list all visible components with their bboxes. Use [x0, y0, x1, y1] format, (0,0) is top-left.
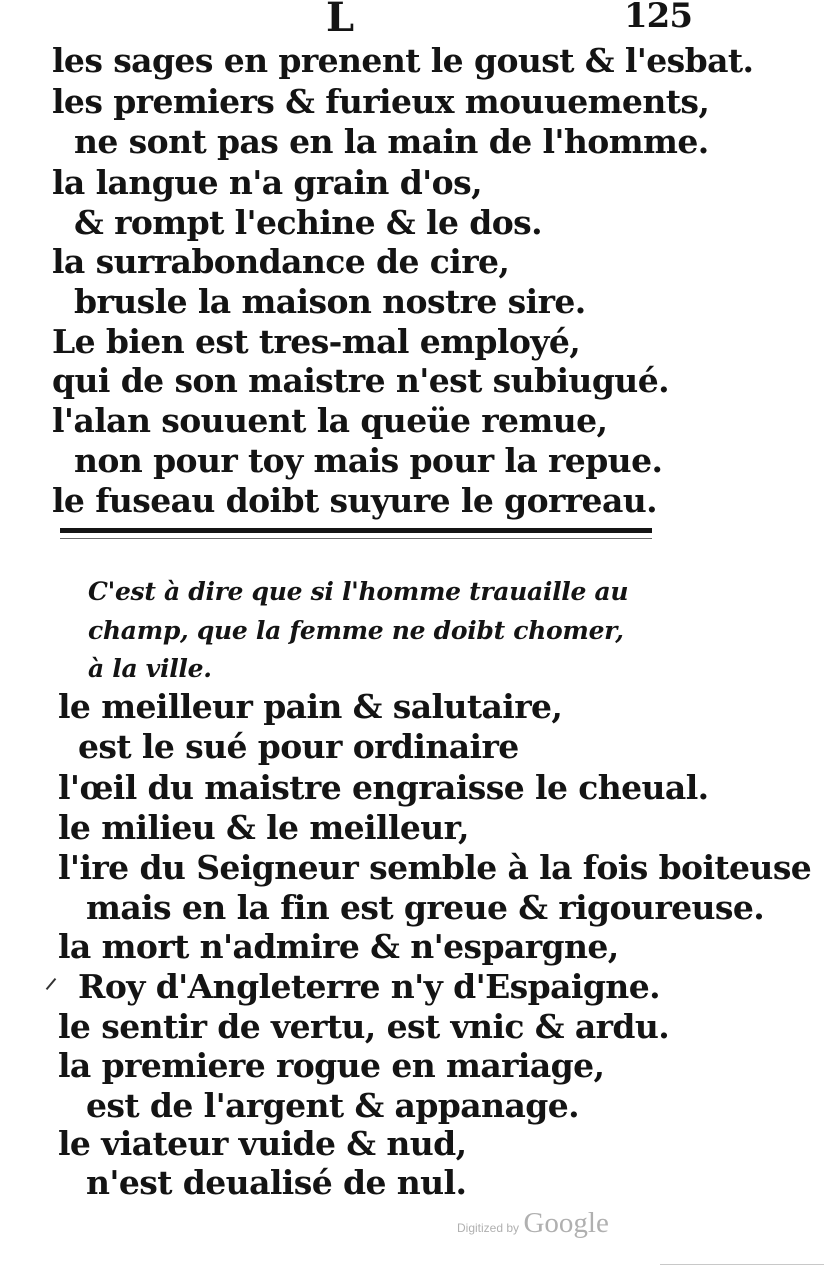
section-rule-thin: [60, 538, 652, 539]
proverb-line: le meilleur pain & salutaire,: [58, 687, 563, 726]
proverb-line: la surrabondance de cire,: [52, 242, 510, 281]
proverb-line: les sages en prenent le goust & l'esbat.: [52, 41, 754, 80]
section-rule: [60, 528, 652, 533]
proverb-line: l'alan souuent la queüe remue,: [52, 401, 608, 440]
running-header-letter: L: [326, 0, 355, 41]
proverb-line: la premiere rogue en mariage,: [58, 1046, 605, 1085]
commentary-line: C'est à dire que si l'homme trauaille au: [88, 577, 629, 606]
proverb-line: l'ire du Seigneur semble à la fois boiteuse: [58, 848, 812, 887]
stray-ink-mark: [46, 978, 57, 990]
proverb-line: le sentir de vertu, est vnic & ardu.: [58, 1007, 670, 1046]
proverb-line: est le sué pour ordinaire: [78, 727, 519, 766]
proverb-line: le milieu & le meilleur,: [58, 808, 469, 847]
proverb-line: qui de son maistre n'est subiugué.: [52, 361, 669, 400]
page-number: 125: [624, 0, 692, 36]
proverb-line: le fuseau doibt suyure le gorreau.: [52, 481, 658, 520]
proverb-line: l'œil du maistre engraisse le cheual.: [58, 768, 709, 807]
proverb-line: les premiers & furieux mouuements,: [52, 82, 710, 121]
proverb-line: ne sont pas en la main de l'homme.: [74, 122, 709, 161]
digitized-watermark: [457, 1207, 609, 1240]
proverb-line: brusle la maison nostre sire.: [74, 282, 586, 321]
proverb-line: le viateur vuide & nud,: [58, 1124, 467, 1163]
proverb-line: n'est deualisé de nul.: [86, 1163, 467, 1202]
proverb-line: Roy d'Angleterre n'y d'Espaigne.: [78, 967, 660, 1006]
watermark-prefix: Digitized by: [457, 1221, 520, 1235]
proverb-line: Le bien est tres-mal employé,: [52, 322, 581, 361]
proverb-line: & rompt l'echine & le dos.: [74, 203, 542, 242]
scan-edge-line: [660, 1264, 824, 1265]
proverb-line: la mort n'admire & n'espargne,: [58, 927, 619, 966]
proverb-line: est de l'argent & appanage.: [86, 1086, 579, 1125]
proverb-line: non pour toy mais pour la repue.: [74, 441, 663, 480]
commentary-line: à la ville.: [88, 654, 212, 683]
proverb-line: mais en la fin est greue & rigoureuse.: [86, 888, 765, 927]
commentary-line: champ, que la femme ne doibt chomer,: [88, 616, 624, 645]
proverb-line: la langue n'a grain d'os,: [52, 163, 482, 202]
google-logo: Google: [523, 1207, 609, 1239]
